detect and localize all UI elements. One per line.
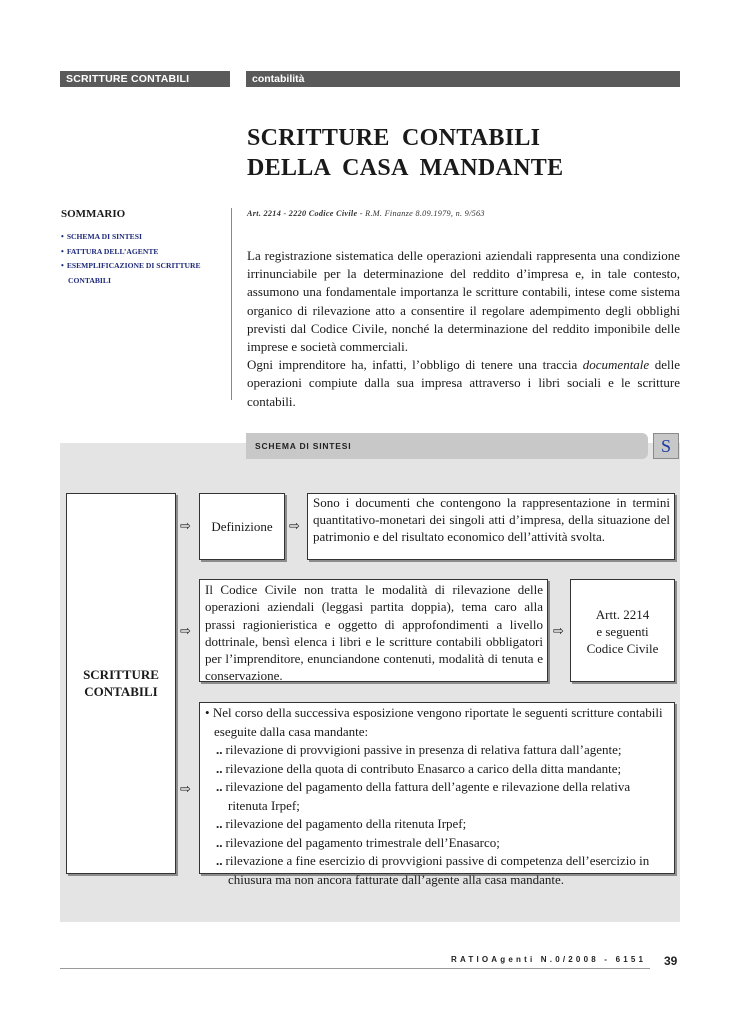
main-box <box>66 493 176 874</box>
bullet-icon: • <box>61 246 64 256</box>
list-lead: • Nel corso della successiva esposizione vengono riportate le seguenti scritture contabili eseguite dalla casa mandante: <box>205 705 663 739</box>
legal-references: Art. 2214 - 2220 Codice Civile - R.M. Finanze 8.09.1979, n. 9/563 <box>247 209 485 218</box>
main-label: SCRITTURE CONTABILI <box>83 667 159 699</box>
bullet-icon: • <box>61 261 64 270</box>
definizione-label: Definizione <box>211 519 273 534</box>
section-header: SCRITTURE CONTABILI <box>60 71 230 87</box>
arrow-right-icon: ⇨ <box>180 624 191 639</box>
arrow-right-icon: ⇨ <box>289 519 300 534</box>
footer-divider <box>60 968 650 969</box>
title-line-1: SCRITTURE CONTABILI <box>247 125 541 151</box>
intro-text <box>247 247 680 411</box>
arrow-right-icon: ⇨ <box>553 624 564 639</box>
list-item: .. rilevazione a fine esercizio di provvigioni passive di competenza dell’esercizio in chiusura ma non ancora fatturate dall’agente alla casa mandante. <box>216 853 650 887</box>
category-header: contabilità <box>246 71 680 87</box>
codice-civile-box: Il Codice Civile non tratta le modalità di rilevazione delle operazioni aziendali (leggasi partita doppia), tema caro alla prassi ragionieristica e oggetto di approfondimenti a livello dottrinale, bensì elenca i libri e le scritture contabili obbligatori per l’imprenditore, enunciandone contenuti, modalità di tenuta e conservazione. <box>199 579 548 682</box>
sommario-item-schema[interactable]: • SCHEMA DI SINTESI <box>61 232 142 241</box>
column-divider <box>231 208 232 400</box>
section-badge: S <box>653 433 679 459</box>
intro-paragraph-2: Ogni imprenditore ha, infatti, l’obbligo di tenere una traccia documentale delle operazioni compiute dalla sua impresa attraverso i libri sociali e le scritture contabili. <box>247 357 680 409</box>
sommario-list <box>61 230 227 288</box>
footer-reference: RATIOAgenti N.0/2008 - 6151 <box>451 955 647 964</box>
arrow-right-icon: ⇨ <box>180 782 191 797</box>
scritture-list-box <box>199 702 675 887</box>
page-number: 39 <box>664 954 678 968</box>
bullet-icon: • <box>61 232 64 241</box>
intro-paragraph-1: La registrazione sistematica delle operazioni aziendali rappresenta una condizione irrinunciabile per la determinazione del reddito d’impresa e, in tale contesto, assumono una fondamentale importanza le scritture contabili, intese come sistema organico di rilevazione atto a consentire il regolare adempimento degli obblighi previsti dal Codice Civile, nonché la determinazione del reddito imponibile delle imprese e società commerciali. <box>247 248 680 355</box>
articoli-box: Artt. 2214 e seguenti Codice Civile <box>570 579 675 682</box>
definizione-text-box: Sono i documenti che contengono la rappresentazione in termini quantitativo-monetari dei singoli atti d’impresa, della situazione del patrimonio e del risultato economico dell’attività svolta. <box>307 493 675 560</box>
sommario-item-esemplificazione[interactable]: • ESEMPLIFICAZIONE DI SCRITTURE CONTABILI <box>61 261 201 285</box>
arrow-right-icon: ⇨ <box>180 519 191 534</box>
list-item: .. rilevazione del pagamento trimestrale dell’Enasarco; <box>216 834 500 850</box>
list-item: .. rilevazione della quota di contributo Enasarco a carico della ditta mandante; <box>216 760 622 776</box>
sommario-item-fattura[interactable]: • FATTURA DELL’AGENTE <box>61 246 159 256</box>
bullet-icon: • <box>205 705 210 720</box>
list-item: .. rilevazione del pagamento della ritenuta Irpef; <box>216 816 467 831</box>
list-item: .. rilevazione del pagamento della fattura dell’agente e rilevazione della relativa ritenuta Irpef; <box>216 779 631 813</box>
title-line-2: DELLA CASA MANDANTE <box>247 155 564 181</box>
article-title <box>247 123 687 183</box>
list-item: .. rilevazione di provvigioni passive in presenza di relativa fattura dall’agente; <box>216 742 622 757</box>
definizione-box <box>199 493 285 560</box>
schema-bar: SCHEMA DI SINTESI <box>246 433 648 459</box>
sommario-heading: SOMMARIO <box>61 208 126 220</box>
